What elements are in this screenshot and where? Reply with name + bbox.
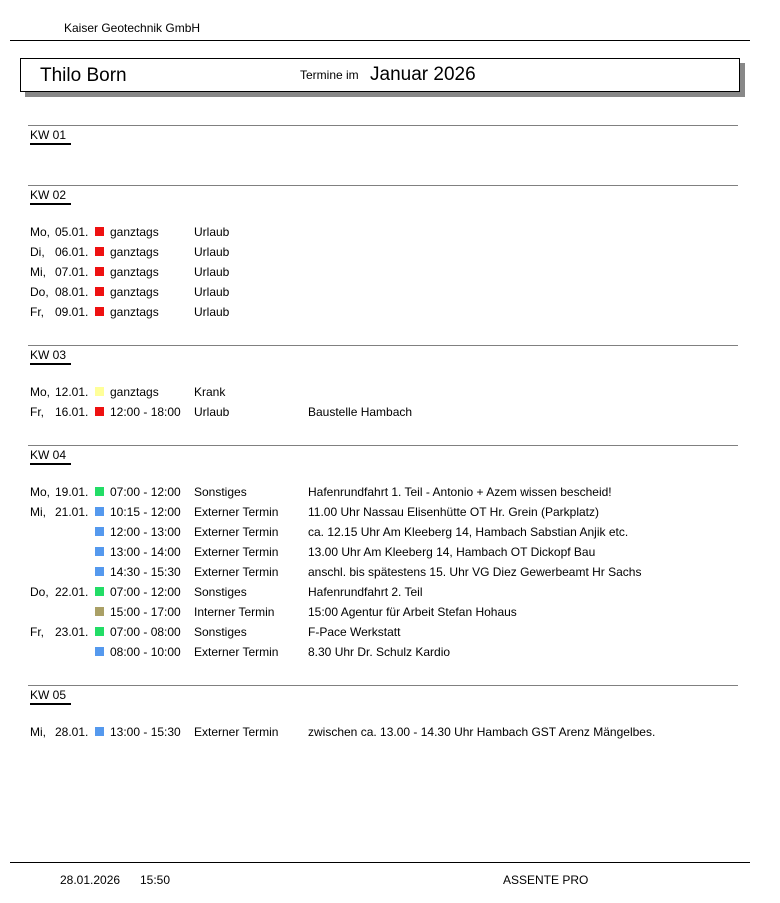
appointment-row[interactable]	[28, 485, 738, 505]
time-range: 12:00 - 13:00	[110, 525, 181, 539]
weekday: Mi,	[30, 505, 46, 519]
weekday: Mo,	[30, 485, 51, 499]
date: 19.01.	[55, 485, 89, 499]
appointment-row[interactable]	[28, 245, 738, 265]
appointment-description: Hafenrundfahrt 1. Teil - Antonio + Azem wissen bescheid!	[308, 485, 612, 499]
appointment-row[interactable]	[28, 305, 738, 325]
week-label: KW 01	[30, 128, 71, 145]
date: 21.01.	[55, 505, 89, 519]
appointment-description: zwischen ca. 13.00 - 14.30 Uhr Hambach GST Arenz Mängelbes.	[308, 725, 656, 739]
appointment-row[interactable]	[28, 725, 738, 745]
week-divider	[28, 185, 738, 186]
time-range: 14:30 - 15:30	[110, 565, 181, 579]
appointment-row[interactable]	[28, 285, 738, 305]
week-label: KW 05	[30, 688, 71, 705]
time-range: ganztags	[110, 385, 159, 399]
print-time: 15:50	[140, 873, 171, 887]
time-range: 12:00 - 18:00	[110, 405, 181, 419]
appointment-description: F-Pace Werkstatt	[308, 625, 401, 639]
app-name: ASSENTE PRO	[503, 873, 589, 887]
date: 08.01.	[55, 285, 89, 299]
appointment-description: ca. 12.15 Uhr Am Kleeberg 14, Hambach Sabstian Anjik etc.	[308, 525, 629, 539]
category-color-icon	[95, 547, 104, 556]
weekday: Mi,	[30, 265, 46, 279]
category-color-icon	[95, 727, 104, 736]
category-color-icon	[95, 287, 104, 296]
time-range: 07:00 - 12:00	[110, 485, 181, 499]
time-range: 07:00 - 12:00	[110, 585, 181, 599]
weekday: Mo,	[30, 225, 51, 239]
weekday: Mi,	[30, 725, 46, 739]
category-color-icon	[95, 527, 104, 536]
appointment-type: Urlaub	[194, 265, 230, 279]
category-color-icon	[95, 487, 104, 496]
appointment-type: Interner Termin	[194, 605, 275, 619]
category-color-icon	[95, 267, 104, 276]
appointment-row[interactable]	[28, 505, 738, 525]
category-color-icon	[95, 627, 104, 636]
appointment-type: Sonstiges	[194, 585, 247, 599]
weekday: Fr,	[30, 305, 44, 319]
appointment-type: Externer Termin	[194, 725, 279, 739]
appointment-row[interactable]	[28, 405, 738, 425]
termine-label: Termine im	[300, 68, 359, 82]
appointment-description: 13.00 Uhr Am Kleeberg 14, Hambach OT Dickopf Bau	[308, 545, 596, 559]
date: 23.01.	[55, 625, 89, 639]
time-range: 07:00 - 08:00	[110, 625, 181, 639]
week-label: KW 04	[30, 448, 71, 465]
weekday: Mo,	[30, 385, 51, 399]
appointment-row[interactable]	[28, 265, 738, 285]
time-range: 15:00 - 17:00	[110, 605, 181, 619]
appointment-description: Baustelle Hambach	[308, 405, 413, 419]
appointment-type: Sonstiges	[194, 625, 247, 639]
category-color-icon	[95, 507, 104, 516]
week-divider	[28, 125, 738, 126]
time-range: 13:00 - 14:00	[110, 545, 181, 559]
appointment-type: Urlaub	[194, 245, 230, 259]
time-range: 13:00 - 15:30	[110, 725, 181, 739]
appointment-type: Externer Termin	[194, 545, 279, 559]
time-range: 08:00 - 10:00	[110, 645, 181, 659]
month-title: Januar 2026	[370, 64, 476, 85]
time-range: ganztags	[110, 305, 159, 319]
category-color-icon	[95, 567, 104, 576]
date: 05.01.	[55, 225, 89, 239]
category-color-icon	[95, 607, 104, 616]
appointment-row[interactable]	[28, 565, 738, 585]
appointment-row[interactable]	[28, 545, 738, 565]
title-box	[20, 58, 740, 92]
category-color-icon	[95, 387, 104, 396]
week-divider	[28, 685, 738, 686]
appointment-description: 8.30 Uhr Dr. Schulz Kardio	[308, 645, 451, 659]
appointment-row[interactable]	[28, 625, 738, 645]
time-range: 10:15 - 12:00	[110, 505, 181, 519]
time-range: ganztags	[110, 245, 159, 259]
category-color-icon	[95, 587, 104, 596]
time-range: ganztags	[110, 285, 159, 299]
appointment-row[interactable]	[28, 605, 738, 625]
week-divider	[28, 345, 738, 346]
appointment-description: 15:00 Agentur für Arbeit Stefan Hohaus	[308, 605, 517, 619]
appointment-description: Hafenrundfahrt 2. Teil	[308, 585, 423, 599]
date: 28.01.	[55, 725, 89, 739]
appointment-row[interactable]	[28, 225, 738, 245]
appointment-type: Urlaub	[194, 285, 230, 299]
week-divider	[28, 445, 738, 446]
appointment-description: anschl. bis spätestens 15. Uhr VG Diez Gewerbeamt Hr Sachs	[308, 565, 642, 579]
weekday: Fr,	[30, 405, 44, 419]
category-color-icon	[95, 227, 104, 236]
footer-divider	[10, 862, 750, 863]
appointment-type: Urlaub	[194, 305, 230, 319]
appointment-type: Externer Termin	[194, 505, 279, 519]
header-divider	[10, 40, 750, 41]
date: 06.01.	[55, 245, 89, 259]
appointment-description: 11.00 Uhr Nassau Elisenhütte OT Hr. Grein (Parkplatz)	[308, 505, 600, 519]
category-color-icon	[95, 247, 104, 256]
weekday: Fr,	[30, 625, 44, 639]
appointment-row[interactable]	[28, 525, 738, 545]
appointment-row[interactable]	[28, 585, 738, 605]
time-range: ganztags	[110, 265, 159, 279]
appointment-type: Externer Termin	[194, 525, 279, 539]
appointment-type: Externer Termin	[194, 565, 279, 579]
week-label: KW 03	[30, 348, 71, 365]
date: 16.01.	[55, 405, 89, 419]
weekday: Di,	[30, 245, 45, 259]
date: 07.01.	[55, 265, 89, 279]
appointment-type: Externer Termin	[194, 645, 279, 659]
appointment-type: Sonstiges	[194, 485, 247, 499]
appointment-type: Urlaub	[194, 405, 230, 419]
appointment-type: Urlaub	[194, 225, 230, 239]
time-range: ganztags	[110, 225, 159, 239]
print-date: 28.01.2026	[60, 873, 121, 887]
appointment-row[interactable]	[28, 385, 738, 405]
category-color-icon	[95, 647, 104, 656]
date: 12.01.	[55, 385, 89, 399]
appointment-type: Krank	[194, 385, 226, 399]
company-name: Kaiser Geotechnik GmbH	[64, 21, 201, 35]
date: 09.01.	[55, 305, 89, 319]
person-name: Thilo Born	[40, 65, 127, 86]
weekday: Do,	[30, 285, 49, 299]
category-color-icon	[95, 307, 104, 316]
week-label: KW 02	[30, 188, 71, 205]
category-color-icon	[95, 407, 104, 416]
date: 22.01.	[55, 585, 89, 599]
appointment-row[interactable]	[28, 645, 738, 665]
weekday: Do,	[30, 585, 49, 599]
